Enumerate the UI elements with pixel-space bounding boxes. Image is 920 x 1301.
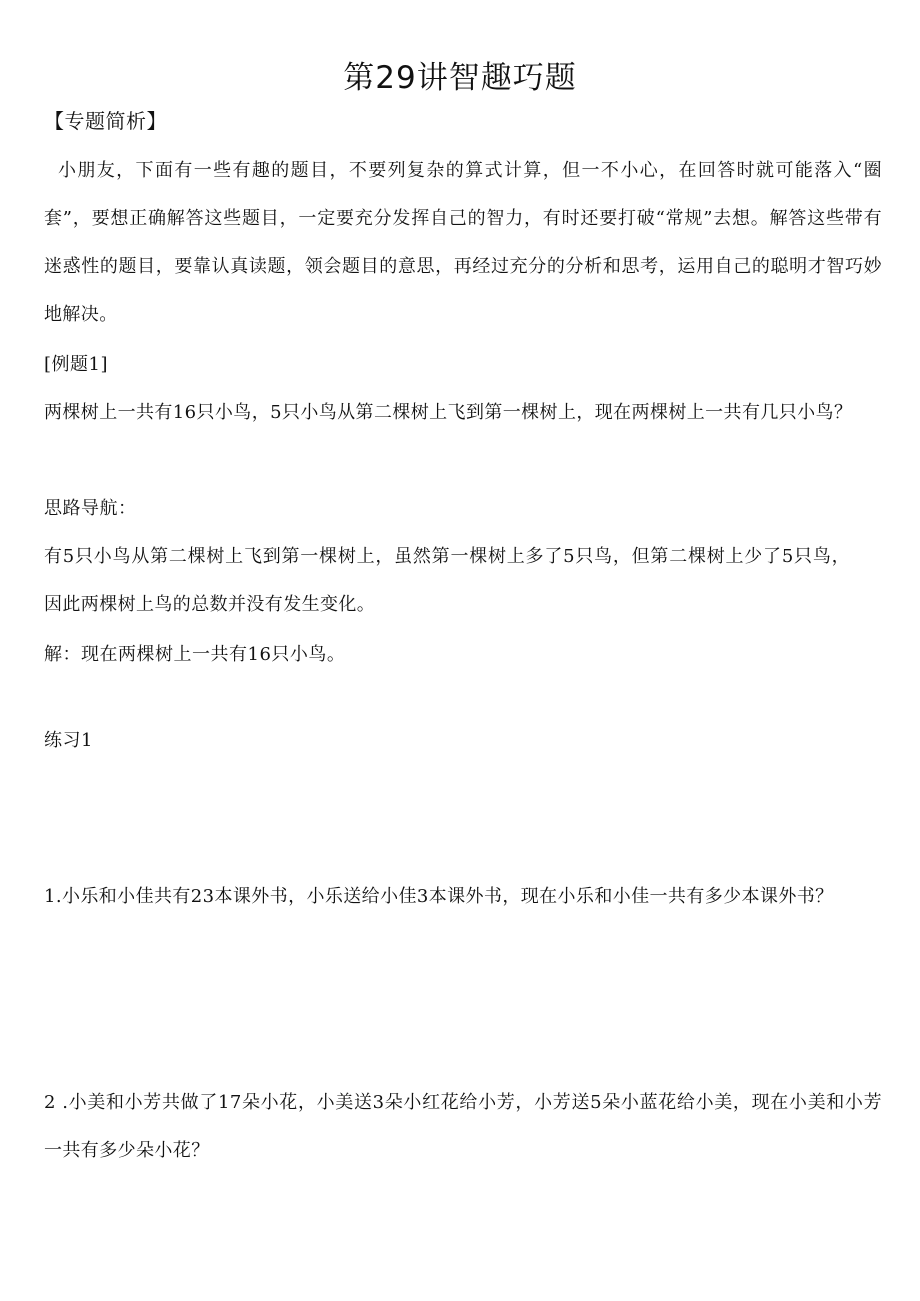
practice-item-1: 1.小乐和小佳共有23本课外书，小乐送给小佳3本课外书，现在小乐和小佳一共有多少本课外书？ — [44, 886, 834, 907]
solution-text: 解：现在两棵树上一共有16只小鸟。 — [44, 644, 346, 665]
guide-text: 有5只小鸟从第二棵树上飞到第一棵树上，虽然第一棵树上多了5只鸟，但第二棵树上少了5只鸟，因此两棵树上鸟的总数并没有发生变化。 — [44, 546, 850, 615]
practice-label: 练习1 — [44, 730, 93, 751]
intro-paragraph: 小朋友，下面有一些有趣的题目，不要列复杂的算式计算，但一不小心，在回答时就可能落入“圈套”，要想正确解答这些题目，一定要充分发挥自己的智力，有时还要打破“常规”去想。解答这些带有迷惑性的题目，要靠认真读题，领会题目的意思，再经过充分的分析和思考，运用自己的聪明才智巧妙地解决。 — [44, 160, 882, 325]
example-label: [例题1] — [44, 354, 108, 375]
guide-label: 思路导航： — [44, 498, 137, 519]
practice-item-2: 2 .小美和小芳共做了17朵小花，小美送3朵小红花给小芳，小芳送5朵小蓝花给小美，现在小美和小芳一共有多少朵小花？ — [44, 1092, 882, 1161]
section-heading: 【专题简析】 — [44, 109, 167, 133]
example-question: 两棵树上一共有16只小鸟，5只小鸟从第二棵树上飞到第一棵树上，现在两棵树上一共有几只小鸟？ — [44, 402, 853, 423]
page-title: 第29讲智趣巧题 — [343, 60, 577, 96]
